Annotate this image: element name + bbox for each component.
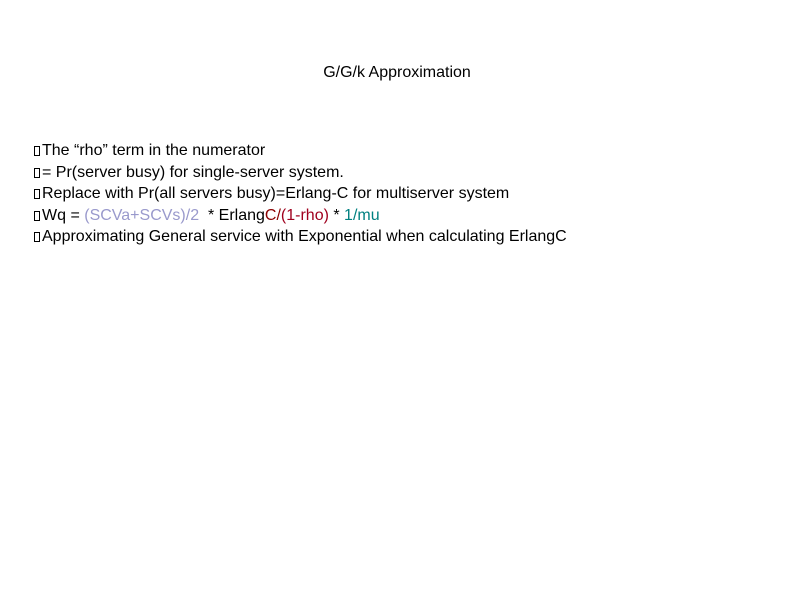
text-segment: The “rho” term in the numerator bbox=[42, 142, 266, 159]
bullet-line bbox=[34, 226, 567, 248]
bullet-text bbox=[34, 207, 380, 224]
text-segment: = Pr(server busy) for single-server system. bbox=[42, 163, 344, 181]
text-segment: * Erlang bbox=[199, 206, 265, 224]
text-segment: * bbox=[328, 206, 345, 224]
missing-glyph-box-icon bbox=[34, 168, 40, 178]
missing-glyph-box-icon bbox=[34, 189, 40, 199]
missing-glyph-box-icon bbox=[34, 211, 40, 221]
text-segment: 1/mu bbox=[344, 206, 380, 224]
text-segment: (SCVa+SCVs)/2 bbox=[84, 206, 200, 224]
bullet-text bbox=[34, 228, 567, 245]
text-segment: (1-rho) bbox=[280, 206, 329, 224]
text-segment: Approximating General service with Exponential when calculating Erlang bbox=[42, 228, 556, 245]
text-segment: C bbox=[555, 228, 567, 245]
text-segment: C/ bbox=[264, 206, 281, 224]
bullet-line bbox=[34, 205, 567, 227]
text-segment: Wq = bbox=[42, 206, 85, 224]
text-segment: Replace with Pr(all servers busy)=Erlang-C for multiserver system bbox=[42, 185, 510, 202]
missing-glyph-box-icon bbox=[34, 232, 40, 242]
slide-title: G/G/k Approximation bbox=[323, 64, 471, 81]
missing-glyph-box-icon bbox=[34, 146, 40, 156]
bullet-list bbox=[34, 140, 567, 248]
bullet-text bbox=[34, 164, 344, 181]
bullet-line bbox=[34, 162, 567, 184]
bullet-text bbox=[34, 185, 509, 202]
bullet-line bbox=[34, 183, 567, 205]
bullet-text bbox=[34, 142, 265, 159]
bullet-line bbox=[34, 140, 567, 162]
